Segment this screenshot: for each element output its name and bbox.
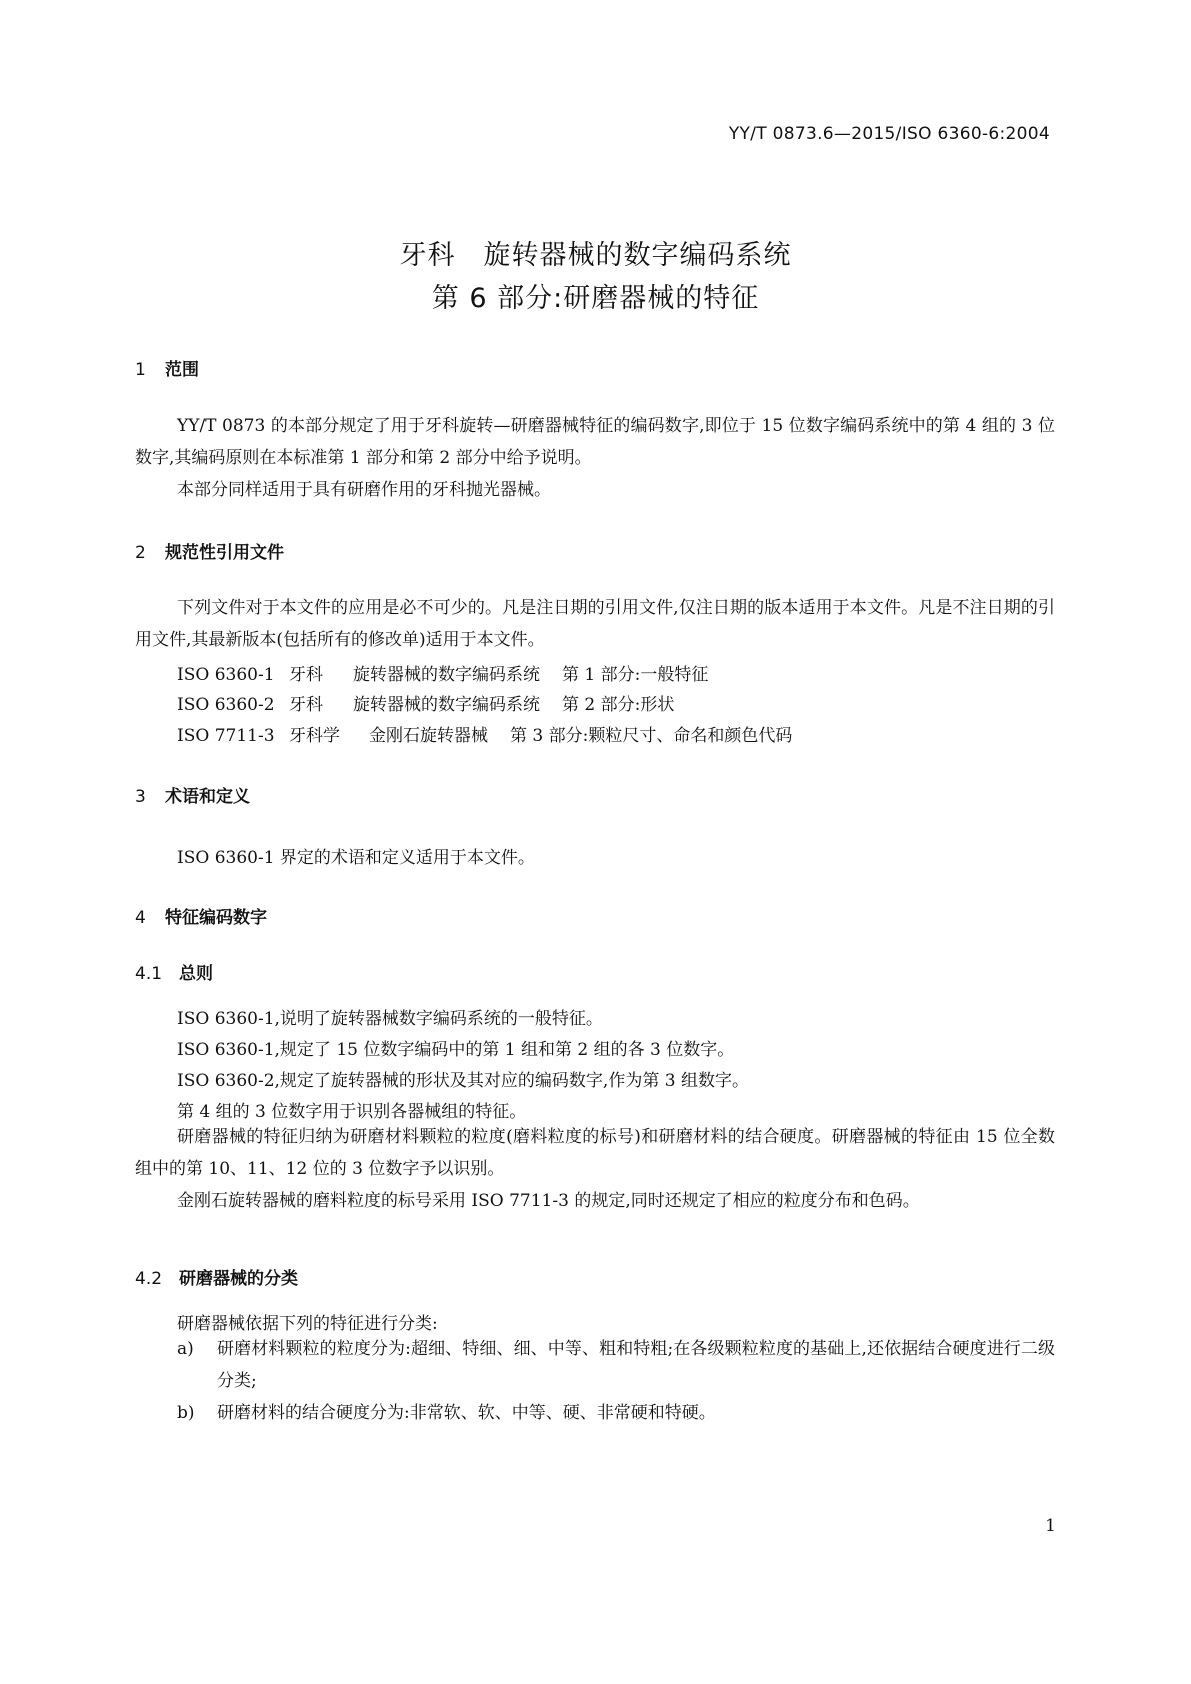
reference-item: [177, 690, 674, 715]
section-4-2-heading: [135, 1264, 298, 1289]
section-4-1-paragraph-4: 第 4 组的 3 位数字用于识别各器械组的特征。: [177, 1102, 527, 1122]
section-title: 特征编码数字: [165, 908, 267, 928]
section-title: 总则: [179, 964, 213, 984]
section-2-intro: 下列文件对于本文件的应用是必不可少的。凡是注日期的引用文件,仅注日期的版本适用于本文件。凡是不注日期的引用文件,其最新版本(包括所有的修改单)适用于本文件。: [135, 598, 1055, 650]
reference-title: 旋转器械的数字编码系统: [353, 695, 540, 715]
document-title-line1: 牙科 旋转器械的数字编码系统: [399, 240, 792, 271]
section-3-heading: [135, 782, 250, 807]
reference-title: 金刚石旋转器械: [369, 726, 488, 746]
section-4-1-paragraph-3: ISO 6360-2,规定了旋转器械的形状及其对应的编码数字,作为第 3 组数字。: [177, 1071, 749, 1091]
section-4-1-paragraph-6: 金刚石旋转器械的磨料粒度的标号采用 ISO 7711-3 的规定,同时还规定了相应的粒度分布和色码。: [177, 1191, 920, 1211]
section-4-2-intro: 研磨器械依据下列的特征进行分类:: [177, 1314, 438, 1334]
reference-subject: 牙科: [289, 665, 323, 685]
section-3-paragraph: ISO 6360-1 界定的术语和定义适用于本文件。: [177, 848, 535, 868]
page-number: 1: [1045, 1516, 1056, 1536]
section-title: 研磨器械的分类: [179, 1269, 298, 1289]
reference-code: ISO 6360-2: [177, 695, 275, 715]
reference-subject: 牙科: [289, 695, 323, 715]
section-number: 4.2: [135, 1269, 163, 1289]
reference-code: ISO 6360-1: [177, 665, 275, 685]
list-item-marker: b): [177, 1403, 195, 1423]
section-number: 4.1: [135, 964, 163, 984]
list-item: [177, 1397, 1055, 1429]
section-number: 4: [135, 908, 146, 928]
section-1-heading: [135, 355, 199, 380]
section-title: 范围: [165, 360, 199, 380]
section-1-paragraph-2: 本部分同样适用于具有研磨作用的牙科抛光器械。: [177, 480, 551, 500]
section-2-heading: [135, 538, 284, 563]
reference-title: 旋转器械的数字编码系统: [353, 665, 540, 685]
section-title: 术语和定义: [165, 787, 250, 807]
section-number: 1: [135, 360, 146, 380]
reference-part: 第 3 部分:颗粒尺寸、命名和颜色代码: [510, 726, 793, 746]
section-4-1-paragraph-1: ISO 6360-1,说明了旋转器械数字编码系统的一般特征。: [177, 1009, 603, 1029]
reference-part: 第 1 部分:一般特征: [562, 665, 709, 685]
section-title: 规范性引用文件: [165, 543, 284, 563]
reference-item: [177, 660, 708, 685]
section-number: 2: [135, 543, 146, 563]
document-title-line2: 第 6 部分:研磨器械的特征: [431, 283, 760, 314]
section-1-paragraph-1: YY/T 0873 的本部分规定了用于牙科旋转—研磨器械特征的编码数字,即位于 15 位数字编码系统中的第 4 组的 3 位数字,其编码原则在本标准第 1 部分和第 2 部分中给予说明。: [135, 416, 1055, 468]
section-4-1-paragraph-2: ISO 6360-1,规定了 15 位数字编码中的第 1 组和第 2 组的各 3 位数字。: [177, 1040, 735, 1060]
standard-code: YY/T 0873.6—2015/ISO 6360-6:2004: [728, 124, 1050, 144]
reference-code: ISO 7711-3: [177, 726, 275, 746]
reference-part: 第 2 部分:形状: [562, 695, 675, 715]
section-4-1-paragraph-5: 研磨器械的特征归纳为研磨材料颗粒的粒度(磨料粒度的标号)和研磨材料的结合硬度。研磨器械的特征由 15 位全数组中的第 10、11、12 位的 3 位数字予以识别。: [135, 1127, 1055, 1179]
section-4-1-heading: [135, 959, 213, 984]
section-4-heading: [135, 903, 267, 928]
reference-subject: 牙科学: [289, 726, 340, 746]
list-item-text: 研磨材料的结合硬度分为:非常软、软、中等、硬、非常硬和特硬。: [217, 1403, 716, 1423]
reference-item: [177, 721, 792, 746]
list-item-marker: a): [177, 1339, 194, 1359]
section-number: 3: [135, 787, 146, 807]
list-item-text: 研磨材料颗粒的粒度分为:超细、特细、细、中等、粗和特粗;在各级颗粒粒度的基础上,还依据结合硬度进行二级分类;: [217, 1339, 1055, 1391]
list-item: [177, 1333, 1055, 1397]
